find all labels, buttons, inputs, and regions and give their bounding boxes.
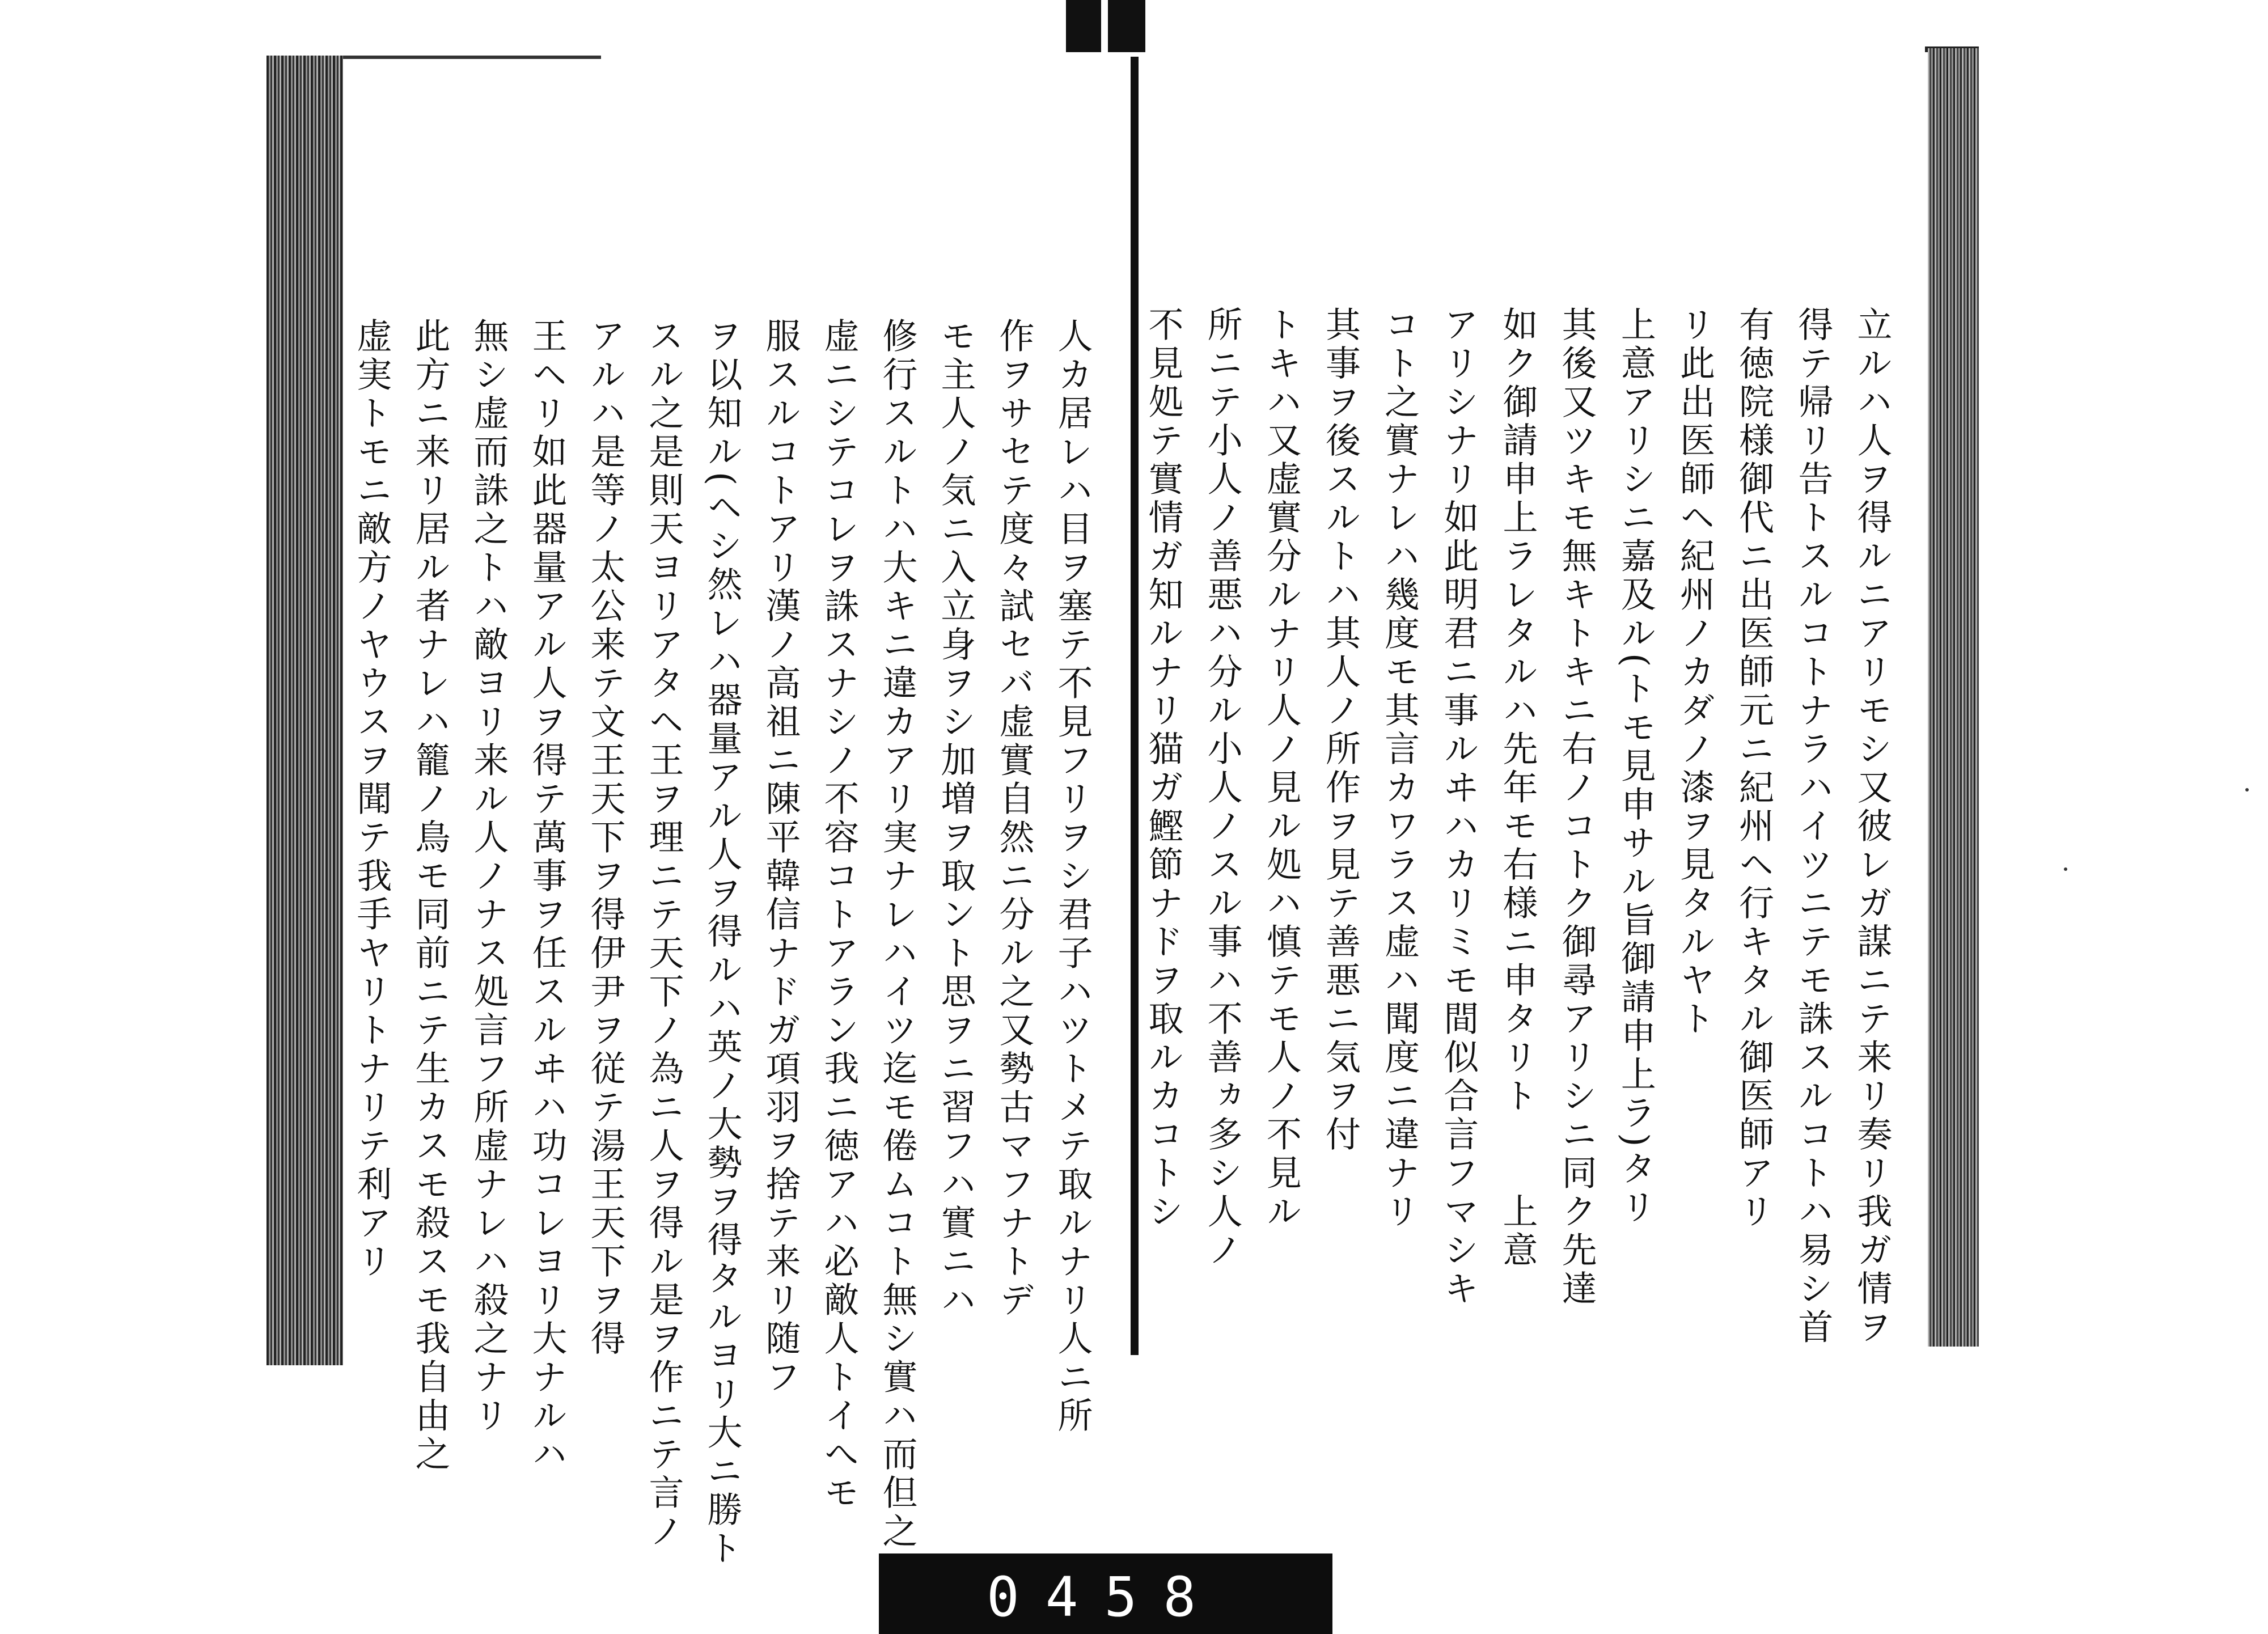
binding-tab [1066, 0, 1145, 52]
right-page-column: トキハ又虚實分ルナリ人ノ見ル処ハ慎テモ人ノ不見ル [1260, 306, 1302, 1231]
right-page-column: 得テ帰リ告トスルコトナラハイツニテモ誅スルコトハ易シ首 [1792, 306, 1834, 1347]
scan-speck [2245, 788, 2249, 791]
left-page-column: 服スルコトアリ漢ノ高祖ニ陳平韓信ナドガ項羽ヲ捨テ来リ随フ [760, 318, 801, 1397]
left-page-column: ヲ以知ル(ヘシ然レハ器量アル人ヲ得ルハ英ノ大勢ヲ得タルヨリ大ニ勝ト [701, 318, 743, 1569]
scan-speck [2064, 867, 2067, 871]
right-page-column: アリシナリ如此明君ニ事ルヰハカリミモ間似合言フマシキ [1437, 306, 1479, 1309]
left-page-column: 人カ居レハ目ヲ塞テ不見フリヲシ君子ハツトメテ取ルナリ人ニ所 [1052, 318, 1093, 1436]
right-page-column: 其事ヲ後スルトハ其人ノ所作ヲ見テ善悪ニ気ヲ付 [1319, 306, 1361, 1154]
left-page-column: モ主人ノ気ニ入立身ヲシ加増ヲ取ント思ヲニ習フハ實ニハ [935, 318, 976, 1320]
book-gutter [1131, 57, 1139, 1355]
left-page-column: スル之是則天ヨリアタヘ王ヲ理ニテ天下ノ為ニ人ヲ得ル是ヲ作ニテ言ノ [643, 318, 684, 1551]
left-page-column: 此方ニ来リ居ル者ナレハ籠ノ鳥モ同前ニテ生カスモ殺スモ我自由之 [409, 318, 451, 1474]
left-page-column: アルハ是等ノ太公来テ文王天下ヲ得伊尹ヲ従テ湯王天下ヲ得 [585, 318, 626, 1358]
left-page-column: 虚ニシテコレヲ誅スナシノ不容コトアラン我ニ徳アハ必敵人トイへモ [818, 318, 860, 1513]
right-page-column: 立ルハ人ヲ得ルニアリモシ又彼レガ謀ニテ来リ奏リ我ガ情ヲ [1851, 306, 1893, 1347]
right-page-column: 有徳院様御代ニ出医師元ニ紀州ヘ行キタル御医師アリ [1733, 306, 1775, 1231]
sheet-number: 0458 [987, 1565, 1222, 1629]
right-page-column: 不見処テ實情ガ知ルナリ猫ガ鰹節ナドヲ取ルカコトシ [1143, 306, 1184, 1231]
right-page-edge [1928, 48, 1979, 1347]
right-page-column: 如ク御請申上ラレタルハ先年モ右様ニ申タリト 上意 [1497, 306, 1538, 1270]
right-page-column: 上意アリシニ嘉及ル(トモ見申サル旨御請申上ラ)タリ [1615, 306, 1657, 1227]
left-page-column: 作ヲサセテ度々試セバ虚實自然ニ分ル之又勢古マフナトデ [993, 318, 1035, 1320]
right-page-column: 所ニテ小人ノ善悪ハ分ル小人ノスル事ハ不善ヵ多シ人ノ [1201, 306, 1243, 1270]
left-page-column: 虚実トモニ敵方ノヤウスヲ聞テ我手ヤリトナリテ利アリ [351, 318, 392, 1281]
right-page-column: コト之實ナレハ幾度モ其言カワラス虚ハ聞度ニ違ナリ [1378, 306, 1420, 1231]
left-page-edge [266, 56, 343, 1365]
left-page-column: 修行スルトハ大キニ違カアリ実ナレハイツ迄モ倦ムコト無シ實ハ而但之 [877, 318, 918, 1551]
left-page-column: 無シ虚而誅之トハ敵ヨリ来ル人ノナス処言フ所虚ナレハ殺之ナリ [468, 318, 509, 1436]
right-page-column: 其後又ツキモ無キトキニ右ノコトク御尋アリシニ同ク先達 [1556, 306, 1598, 1309]
right-page-column: リ此出医師ヘ紀州ノカダノ漆ヲ見タルヤト [1674, 306, 1716, 1039]
left-page-column: 王ヘリ如此器量アル人ヲ得テ萬事ヲ任スルヰハ功コレヨリ大ナルハ [526, 318, 568, 1474]
